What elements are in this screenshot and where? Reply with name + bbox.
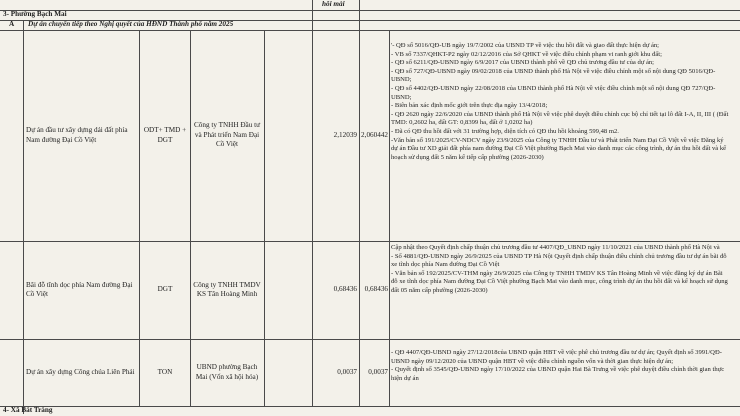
area-value-2: 0,68436: [364, 285, 388, 294]
area-value-2: 0,0037: [368, 367, 388, 376]
investor: UBND phường Bạch Mai (Vốn xã hội hóa): [195, 363, 259, 381]
grid-line: [190, 30, 191, 406]
legal-notes: Cập nhật theo Quyết định chấp thuận chủ trương đầu tư 4407/QĐ_UBND ngày 11/10/2021 của UBND thành phố Hà Nội và - Số 4881/QĐ-UBND ngày 26/9/2025 của UBND TP Hà Nội Quyết định chấp thuận điều chỉnh chủ trương đầu tư dự án bãi đỗ xe tĩnh dọc phía Nam đường Đại Cồ Việt - Văn bản số 192/2025/CV-THM ngày 26/9/2025 của Công ty TNHH TMDV KS Tân Hoàng Minh về việc đăng ký dự án Bãi đỗ xe tĩnh dọc phía Nam đường Đại Cồ Việt phường Bạch Mai vào danh mục, công trình dự án thu hồi đất và kế hoạch sử dụng đất 05 năm cấp phường (2026-2030): [391, 244, 728, 294]
grid-line: [264, 30, 265, 406]
legal-notes: '- QĐ số 5016/QĐ-UB ngày 19/7/2002 của UBND TP về việc thu hồi đất và giao đất thực hiện dự án; - VB số 7337/QHKT-P2 ngày 02/12/2016 của Sở QHKT về việc điều chỉnh phạm vi ranh giới khu đất; - QĐ số 6211/QĐ-UBND ngày 6/9/2017 của UBND thành phố về QĐ chủ trương đầu tư của dự án; - QĐ số 727/QĐ-UBND ngày 09/02/2018 của UBND thành phố Hà Nội về việc điều chỉnh một số nội dung QĐ 5016/QĐ-UBND; - QĐ số 4402/QĐ-UBND ngày 22/08/2018 của UBND thành phố Hà Nội về việc điều chỉnh một số nội dung QĐ 727/QĐ-UBND; - Biên bản xác định mốc giới trên thực địa ngày 13/4/2018; - QĐ 2620 ngày 22/6/2020 của UBND thành phố Hà Nội về việc phê duyệt điều chỉnh cục bộ chỉ tiết tại lô đất I-A, II, III ( (Đất TMD: 0,2602 ha, đất GT: 0,8399 ha, đất ở 1,0202 ha) - Đã có QĐ thu hồi đất với 31 trường hợp, diện tích có QĐ thu hồi khoảng 599,48 m2. -Văn bản số 191/2025/CV-NDCV ngày 23/9/2025 của Công ty TNHH Đầu tư và Phát triển Nam Đại Cồ Việt về việc Đăng ký dự án Đầu tư XD giải đất phía nam đường Đại Cồ Việt phường Bạch Mai vào danh mục các công trình, dự án thu hồi đất và kế hoạch sử dụng đất 5 năm kế tiếp cấp phường (2026-2030): [391, 42, 729, 161]
project-name: Bãi đỗ tĩnh dọc phía Nam đường Đại Cồ Việt: [26, 280, 133, 298]
area-value-2: 2,060442: [361, 130, 388, 139]
land-type: TON: [157, 367, 173, 376]
section-title: 3- Phường Bạch Mai: [3, 10, 67, 18]
area-value: 0,68436: [333, 285, 357, 294]
land-type: DGT: [157, 285, 173, 294]
group-code: A: [9, 20, 15, 28]
grid-line: [23, 20, 24, 414]
land-type: ODT+ TMD + DGT: [143, 126, 187, 144]
group-title: Dự án chuyển tiếp theo Nghị quyết của HĐND Thành phố năm 2025: [28, 20, 234, 28]
grid-line: [0, 10, 740, 11]
grid-line: [0, 406, 740, 407]
investor: Công ty TNHH TMDV KS Tân Hoàng Minh: [193, 280, 261, 298]
project-name: Dự án xây dựng Công chúa Liên Phái: [26, 367, 135, 376]
legal-notes: - QĐ 4407/QĐ-UBND ngày 27/12/2018của UBND quận HBT về việc phê chủ trương đầu tư dự án; Quyết định số 3991/QĐ-UBND ngày 09/12/2020 của UBND quận HBT về việc điều chỉnh nguồn vốn và thời gian thực hiện dự án; - Quyết định số 3545/QĐ-UBND ngày 17/10/2022 của UBND quận Hai Bà Trưng về việc phê duyệt điều chỉnh thời gian thực hiện dự án: [391, 349, 725, 382]
investor: Công ty TNHH Đầu tư và Phát triển Nam Đại Cồ Việt: [193, 121, 261, 149]
area-value: 0,0037: [337, 367, 357, 376]
grid-line: [389, 30, 390, 406]
area-value: 2,12039: [333, 130, 357, 139]
top-fragment: hôi mài: [322, 0, 345, 8]
project-name: Dự án đầu tư xây dựng dải đất phía Nam đường Đại Cồ Việt: [26, 126, 128, 144]
next-section-title: 4- Xã Bát Tràng: [3, 406, 53, 414]
